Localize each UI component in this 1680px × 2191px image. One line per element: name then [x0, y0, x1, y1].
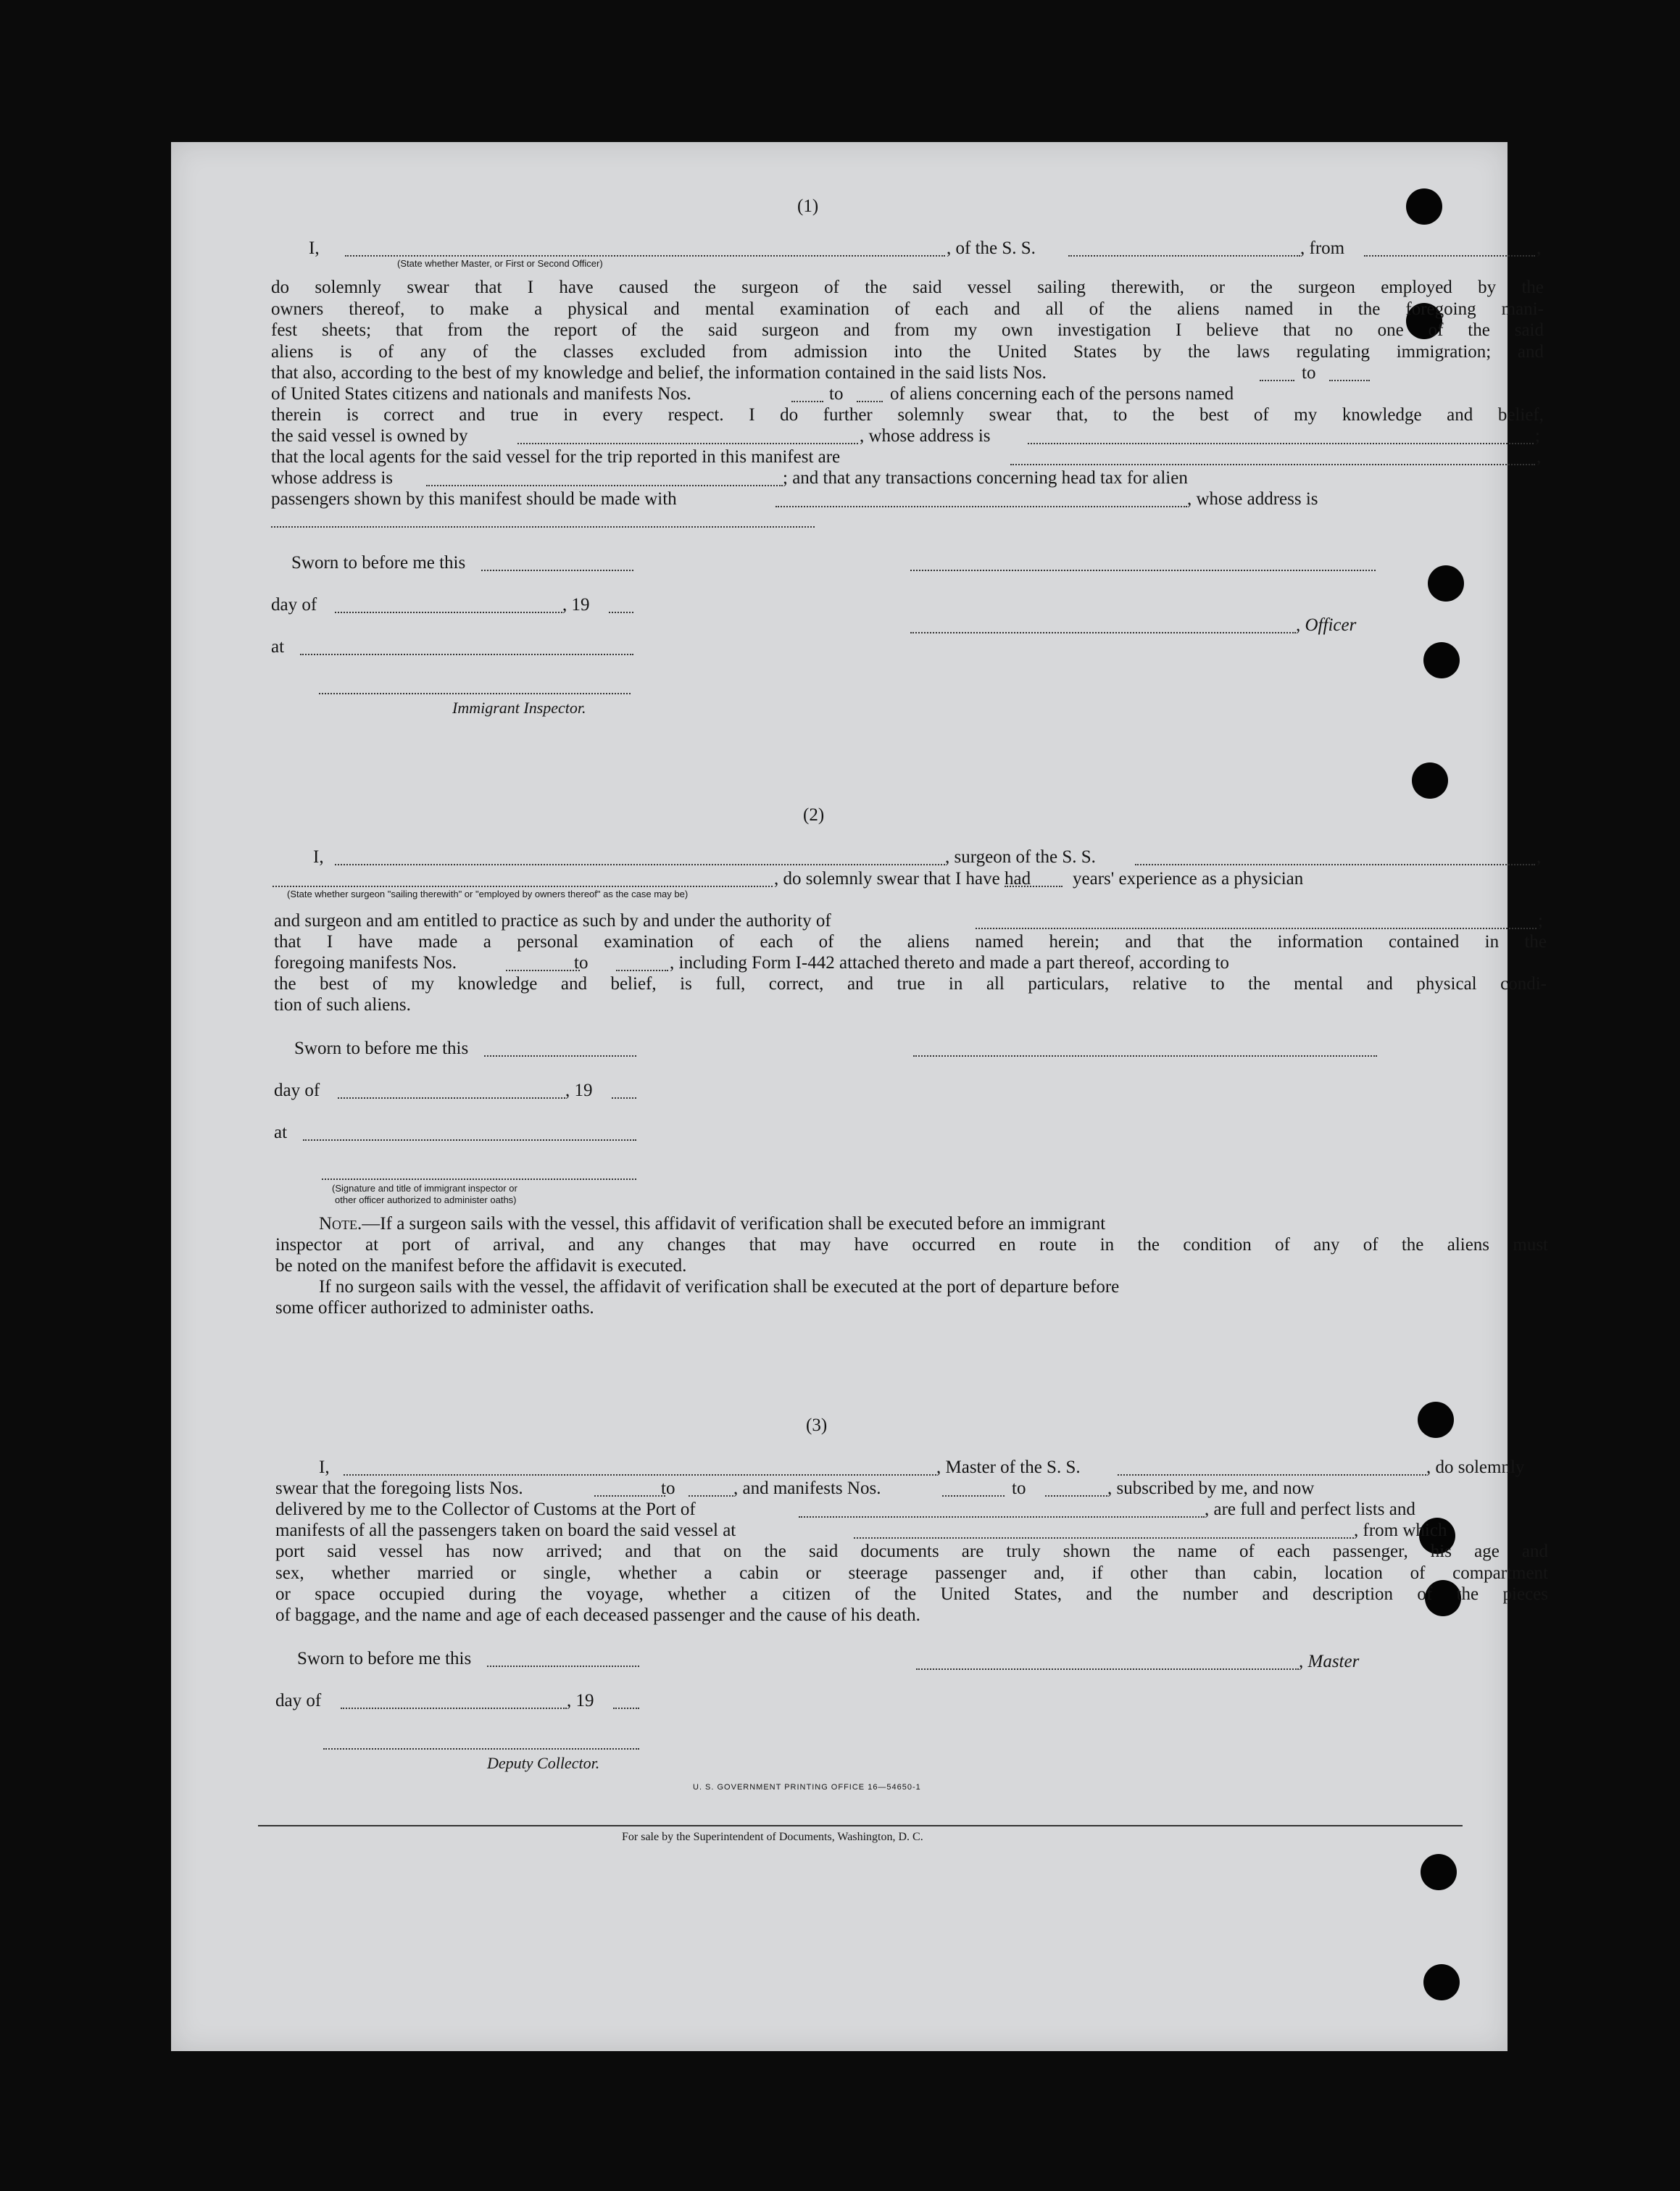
year-label: , 19: [565, 1081, 593, 1100]
sworn-label: Sworn to before me this: [297, 1649, 472, 1668]
para-line: that the local agents for the said vessel for the trip reported in this manifest are: [271, 447, 841, 467]
note-line: some officer authorized to administer oaths.: [275, 1298, 594, 1318]
surgeon-signature-field[interactable]: [913, 1055, 1377, 1057]
surgeon-status-note: (State whether surgeon "sailing therewith" or "employed by owners thereof" as the case may be): [287, 889, 689, 899]
manifests-to-field[interactable]: [857, 401, 883, 402]
punch-hole: [1418, 1402, 1454, 1438]
para-line: aliens is of any of the classes excluded from admission into the United States by the laws regulating immigration; and: [271, 341, 1544, 362]
of-ss-label: , of the S. S.: [947, 238, 1036, 258]
year-field[interactable]: [613, 1708, 639, 1709]
master-ship-field[interactable]: [1118, 1474, 1426, 1476]
local-agents-field[interactable]: [1010, 464, 1535, 465]
semicolon: ;: [1538, 911, 1543, 931]
boarding-port-field[interactable]: [854, 1537, 1354, 1539]
para-line: whose address is: [271, 468, 394, 488]
punch-hole: [1421, 1854, 1457, 1890]
para-line: sex, whether married or single, whether a cabin or steerage passenger and, if other than cabin, location of compartment: [275, 1563, 1548, 1583]
manifests-from-field[interactable]: [506, 970, 580, 971]
do-solemnly-label: , do solemnly: [1426, 1458, 1525, 1477]
punch-hole: [1428, 565, 1464, 602]
surgeon-of-label: , surgeon of the S. S.: [945, 847, 1096, 867]
intro-i: I,: [309, 238, 320, 258]
printing-office: U. S. GOVERNMENT PRINTING OFFICE 16—54650-1: [693, 1783, 921, 1792]
sworn-date-field[interactable]: [481, 570, 633, 571]
sale-notice: For sale by the Superintendent of Documents, Washington, D. C.: [622, 1831, 923, 1843]
comma: ,: [1536, 238, 1542, 258]
year-field[interactable]: [609, 612, 633, 613]
para-line: , subscribed by me, and now: [1107, 1479, 1315, 1498]
para-line: the best of my knowledge and belief, is full, correct, and true in all particulars, relative to the mental and physical condi-: [274, 974, 1547, 994]
section-number: (1): [797, 196, 819, 216]
officer-title-field[interactable]: [910, 632, 1296, 633]
manifests-to-field[interactable]: [1045, 1495, 1107, 1497]
para-line: , from which: [1354, 1521, 1447, 1540]
master-of-label: , Master of the S. S.: [936, 1458, 1081, 1477]
to-label: to: [829, 384, 844, 404]
lists-from-field[interactable]: [1260, 380, 1294, 381]
from-label: , from: [1300, 238, 1345, 258]
to-label: to: [1012, 1479, 1026, 1498]
para-line: ; and that any transactions concerning head tax for alien: [783, 468, 1188, 488]
section-number: (3): [806, 1415, 828, 1435]
sworn-label: Sworn to before me this: [294, 1039, 469, 1058]
para-line: manifests of all the passengers taken on board the said vessel at: [275, 1521, 736, 1540]
owner-field[interactable]: [517, 443, 858, 444]
note-line: be noted on the manifest before the affidavit is executed.: [275, 1256, 687, 1276]
lists-from-field[interactable]: [594, 1495, 665, 1497]
punch-hole: [1412, 762, 1448, 799]
sworn-date-field[interactable]: [487, 1666, 639, 1667]
years-label: years' experience as a physician: [1073, 869, 1304, 889]
day-of-label: day of: [275, 1691, 322, 1710]
para-line: swear that the foregoing lists Nos.: [275, 1479, 523, 1498]
para-line: of aliens concerning each of the persons named: [890, 384, 1234, 404]
punch-hole: [1406, 188, 1442, 225]
day-of-label: day of: [271, 595, 317, 615]
to-label: to: [574, 953, 589, 973]
master-label: , Master: [1299, 1652, 1360, 1671]
year-label: , 19: [567, 1691, 594, 1710]
year-label: , 19: [562, 595, 590, 615]
at-field[interactable]: [303, 1139, 636, 1141]
head-tax-address-field[interactable]: [271, 526, 815, 528]
note-line: If no surgeon sails with the vessel, the affidavit of verification shall be executed at the port of departure before: [319, 1277, 1120, 1297]
manifests-to-field[interactable]: [616, 970, 668, 971]
para-line: foregoing manifests Nos.: [274, 953, 457, 973]
lists-to-field[interactable]: [689, 1495, 733, 1497]
years-field[interactable]: [1005, 886, 1063, 887]
intro-i: I,: [313, 847, 324, 867]
section1-line7: [271, 404, 1544, 426]
comma: ,: [1536, 847, 1542, 867]
whose-address-label: , whose address is: [1187, 489, 1318, 509]
form-page: [171, 142, 1548, 2051]
swear-label: , do solemnly swear that I have had: [774, 869, 1031, 889]
inspector-label: Immigrant Inspector.: [452, 699, 586, 717]
inspector-signature-field[interactable]: [322, 1178, 636, 1180]
surgeon-name-field[interactable]: [335, 864, 945, 865]
agents-address-field[interactable]: [426, 485, 783, 486]
surgeon-ship-field[interactable]: [1135, 864, 1535, 865]
lists-to-field[interactable]: [1329, 380, 1370, 381]
master-signature-field[interactable]: [916, 1668, 1299, 1670]
to-label: to: [661, 1479, 675, 1498]
manifests-from-field[interactable]: [942, 1495, 1005, 1497]
at-label: at: [271, 637, 285, 657]
section2-line2: [274, 931, 1547, 953]
semicolon: ;: [1535, 426, 1540, 446]
note-label: Note.: [319, 1214, 362, 1234]
para-line: fest sheets; that from the report of the said surgeon and from my own investigation I believe that no one of the said: [271, 320, 1544, 340]
ship-name-field[interactable]: [1068, 255, 1300, 257]
para-line: passengers shown by this manifest should be made with: [271, 489, 677, 509]
collector-signature-field[interactable]: [323, 1748, 639, 1750]
para-line: , including Form I-442 attached thereto and made a part thereof, according to: [670, 953, 1229, 973]
owner-address-field[interactable]: [1028, 443, 1534, 444]
officer-name-field[interactable]: [345, 255, 945, 257]
section3-paragraph: [275, 1541, 1548, 1605]
note-line: inspector at port of arrival, and any changes that may have occurred en route in the condition of any of the aliens must: [275, 1235, 1548, 1255]
signature-note: (Signature and title of immigrant inspector or: [332, 1183, 517, 1194]
para-line: that I have made a personal examination of each of the aliens named herein; and that the information contained in the: [274, 932, 1547, 952]
intro-i: I,: [319, 1458, 330, 1477]
para-line: delivered by me to the Collector of Customs at the Port of: [275, 1500, 696, 1519]
officer-label: , Officer: [1296, 615, 1357, 635]
punch-hole: [1423, 1964, 1460, 2000]
day-of-field[interactable]: [335, 612, 562, 613]
comma: ,: [1536, 447, 1542, 467]
para-line: or space occupied during the voyage, whether a citizen of the United States, and the number and description of the pieces: [275, 1584, 1548, 1604]
para-line: that also, according to the best of my knowledge and belief, the information contained in the said lists Nos.: [271, 363, 1047, 383]
sworn-label: Sworn to before me this: [291, 553, 466, 573]
para-line: the said vessel is owned by: [271, 426, 468, 446]
from-port-field[interactable]: [1364, 255, 1535, 257]
whose-address-label: , whose address is: [860, 426, 991, 446]
para-line: , are full and perfect lists and: [1205, 1500, 1415, 1519]
inspector-signature-field[interactable]: [319, 693, 631, 694]
para-line: , and manifests Nos.: [733, 1479, 881, 1498]
para-line: do solemnly swear that I have caused the surgeon of the said vessel sailing therewith, or the surgeon employed by the: [271, 278, 1544, 297]
note-text: —If a surgeon sails with the vessel, this affidavit of verification shall be executed before an immigrant: [362, 1214, 1106, 1234]
customs-port-field[interactable]: [799, 1516, 1205, 1518]
surgeon-status-field[interactable]: [273, 886, 773, 887]
para-line: and surgeon and am entitled to practice as such by and under the authority of: [274, 911, 831, 931]
to-label: to: [1302, 363, 1316, 383]
day-of-field[interactable]: [341, 1708, 567, 1709]
year-field[interactable]: [612, 1097, 636, 1099]
head-tax-party-field[interactable]: [775, 506, 1187, 507]
para-line: owners thereof, to make a physical and mental examination of each and all of the aliens named in the foregoing mani-: [271, 299, 1544, 319]
officer-note: (State whether Master, or First or Second Officer): [397, 258, 603, 269]
sworn-date-field[interactable]: [484, 1055, 636, 1057]
para-line: of baggage, and the name and age of each deceased passenger and the cause of his death.: [275, 1605, 920, 1625]
section1-paragraph: [271, 277, 1544, 362]
day-of-field[interactable]: [338, 1097, 565, 1099]
para-line: tion of such aliens.: [274, 995, 411, 1015]
at-field[interactable]: [300, 654, 633, 655]
para-line: port said vessel has now arrived; and that on the said documents are truly shown the name of each passenger, his age and: [275, 1542, 1548, 1561]
section2-line4: [274, 973, 1547, 995]
punch-hole: [1423, 642, 1460, 678]
para-line: therein is correct and true in every respect. I do further solemnly swear that, to the best of my knowledge and belief,: [271, 405, 1544, 425]
officer-signature-field[interactable]: [910, 570, 1376, 571]
collector-label: Deputy Collector.: [487, 1754, 600, 1772]
master-name-field[interactable]: [344, 1474, 936, 1476]
signature-note: other officer authorized to administer oaths): [335, 1194, 517, 1205]
para-line: of United States citizens and nationals and manifests Nos.: [271, 384, 691, 404]
at-label: at: [274, 1123, 288, 1142]
authority-field[interactable]: [976, 928, 1536, 929]
section2-note: [275, 1234, 1548, 1256]
footer-rule: [258, 1825, 1463, 1826]
note-line: [319, 1213, 1105, 1235]
manifests-from-field[interactable]: [791, 401, 823, 402]
section-number: (2): [803, 805, 825, 825]
day-of-label: day of: [274, 1081, 320, 1100]
